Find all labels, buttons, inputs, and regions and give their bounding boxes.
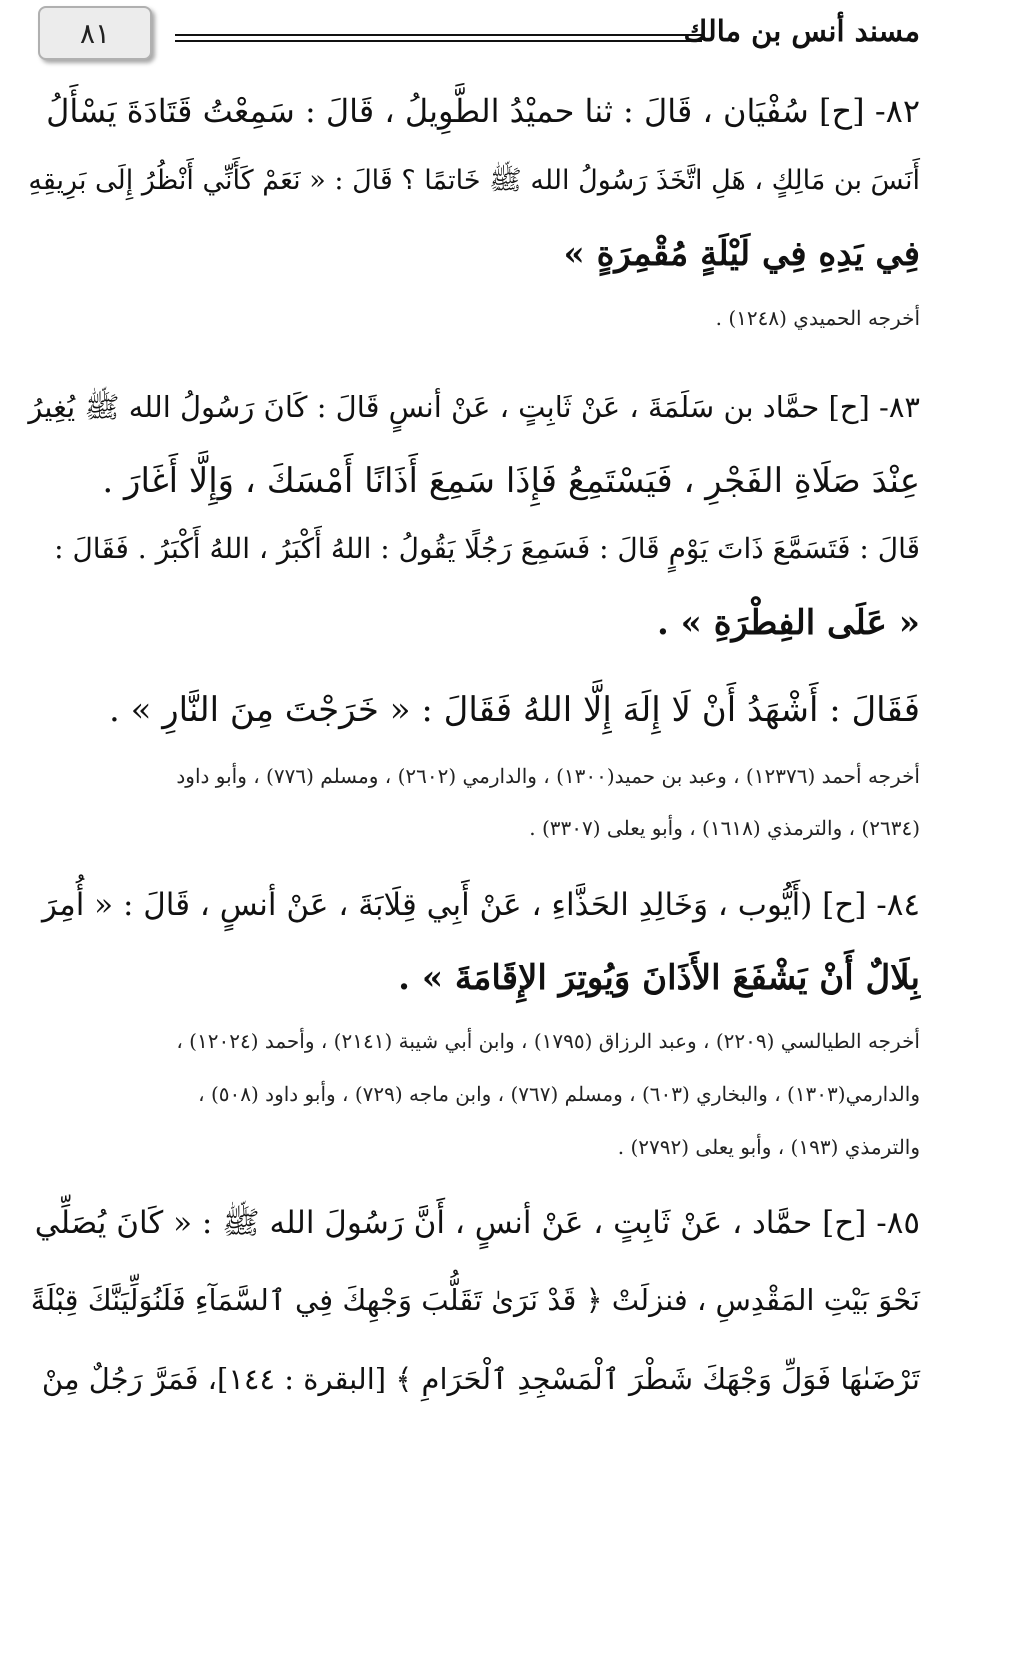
hadith-83-line-5: فَقَالَ : أَشْهَدُ أَنْ لَا إِلَهَ إِلَّا اللهُ فَقَالَ : « خَرَجْتَ مِنَ النَّارِ » .: [108, 690, 920, 730]
page-number: ٨١: [79, 16, 111, 50]
hadith-83-line-3: قَالَ : فَتَسَمَّعَ ذَاتَ يَوْمٍ قَالَ : فَسَمِعَ رَجُلًا يَقُولُ : اللهُ أَكْبَرُ ، اللهُ أَكْبَرُ . فَقَالَ :: [54, 532, 920, 565]
hadith-82-takhrij: أخرجه الحميدي (١٢٤٨) .: [715, 306, 920, 330]
hadith-83-line-2: عِنْدَ صَلَاةِ الفَجْرِ ، فَيَسْتَمِعُ فَإِذَا سَمِعَ أَذَانًا أَمْسَكَ ، وَإِلَّا أَغَارَ .: [102, 461, 920, 501]
page-number-box: [38, 6, 152, 60]
hadith-83-takhrij-line-2: (٢٦٣٤) ، والترمذي (١٦١٨) ، وأبو يعلى (٣٣٠٧) .: [529, 816, 920, 840]
hadith-83-takhrij-line-1: أخرجه أحمد (١٢٣٧٦) ، وعبد بن حميد(١٣٠٠) ، والدارمي (٢٦٠٢) ، ومسلم (٧٧٦) ، وأبو داود: [176, 764, 920, 788]
hadith-85-line-3: تَرْضَىٰهَا فَوَلِّ وَجْهَكَ شَطْرَ ٱلْمَسْجِدِ ٱلْحَرَامِ ﴾ [البقرة : ١٤٤]، فَمَرَّ رَجُلٌ مِنْ: [41, 1362, 920, 1396]
header-rule-bottom: [175, 40, 702, 42]
hadith-82-line-1: ٨٢- [ح] سُفْيَان ، قَالَ : ثنا حميْدُ الطَّوِيلُ ، قَالَ : سَمِعْتُ قَتَادَةَ يَسْأَلُ: [46, 92, 920, 130]
hadith-82-line-2: أَنَسَ بن مَالِكٍ ، هَلِ اتَّخَذَ رَسُولُ الله ﷺ خَاتمًا ؟ قَالَ : « نَعَمْ كَأَنِّي أَنْظُرُ إِلَى بَرِيقِهِ: [28, 165, 920, 196]
hadith-82-line-3: فِي يَدِهِ فِي لَيْلَةٍ مُقْمِرَةٍ »: [563, 234, 920, 274]
hadith-83-line-4: « عَلَى الفِطْرَةِ » .: [656, 603, 920, 643]
hadith-85-line-2: نَحْوَ بَيْتِ المَقْدِسِ ، فنزلَتْ ﴿ قَدْ نَرَىٰ تَقَلُّبَ وَجْهِكَ فِي ٱلسَّمَآءِ فَلَنُوَلِّيَنَّكَ قِبْلَةً: [30, 1283, 920, 1317]
hadith-84-takhrij-line-1: أخرجه الطيالسي (٢٢٠٩) ، وعبد الرزاق (١٧٩٥) ، وابن أبي شيبة (٢١٤١) ، وأحمد (١٢٠٢٤) ،: [176, 1029, 920, 1053]
hadith-83-line-1: ٨٣- [ح] حمَّاد بن سَلَمَةَ ، عَنْ ثَابِتٍ ، عَنْ أنسٍ قَالَ : كَانَ رَسُولُ الله ﷺ يُغِيرُ: [28, 390, 920, 424]
hadith-84-line-1: ٨٤- [ح] (أَيُّوب ، وَخَالِدِ الحَذَّاءِ ، عَنْ أَبِي قِلَابَةَ ، عَنْ أنسٍ ، قَالَ : « أُمِرَ: [41, 887, 920, 923]
running-header-title: مسند أنس بن مالك: [683, 14, 920, 48]
hadith-84-line-2: بِلَالٌ أَنْ يَشْفَعَ الأَذَانَ وَيُوتِرَ الإِقَامَةَ » .: [398, 958, 920, 998]
header-rule-top: [175, 34, 702, 36]
hadith-85-line-1: ٨٥- [ح] حمَّاد ، عَنْ ثَابِتٍ ، عَنْ أنسٍ ، أَنَّ رَسُولَ الله ﷺ : « كَانَ يُصَلِّي: [34, 1205, 920, 1241]
hadith-84-takhrij-line-3: والترمذي (١٩٣) ، وأبو يعلى (٢٧٩٢) .: [617, 1135, 920, 1159]
hadith-84-takhrij-line-2: والدارمي(١٣٠٣) ، والبخاري (٦٠٣) ، ومسلم (٧٦٧) ، وابن ماجه (٧٢٩) ، وأبو داود (٥٠٨) ،: [198, 1082, 920, 1106]
